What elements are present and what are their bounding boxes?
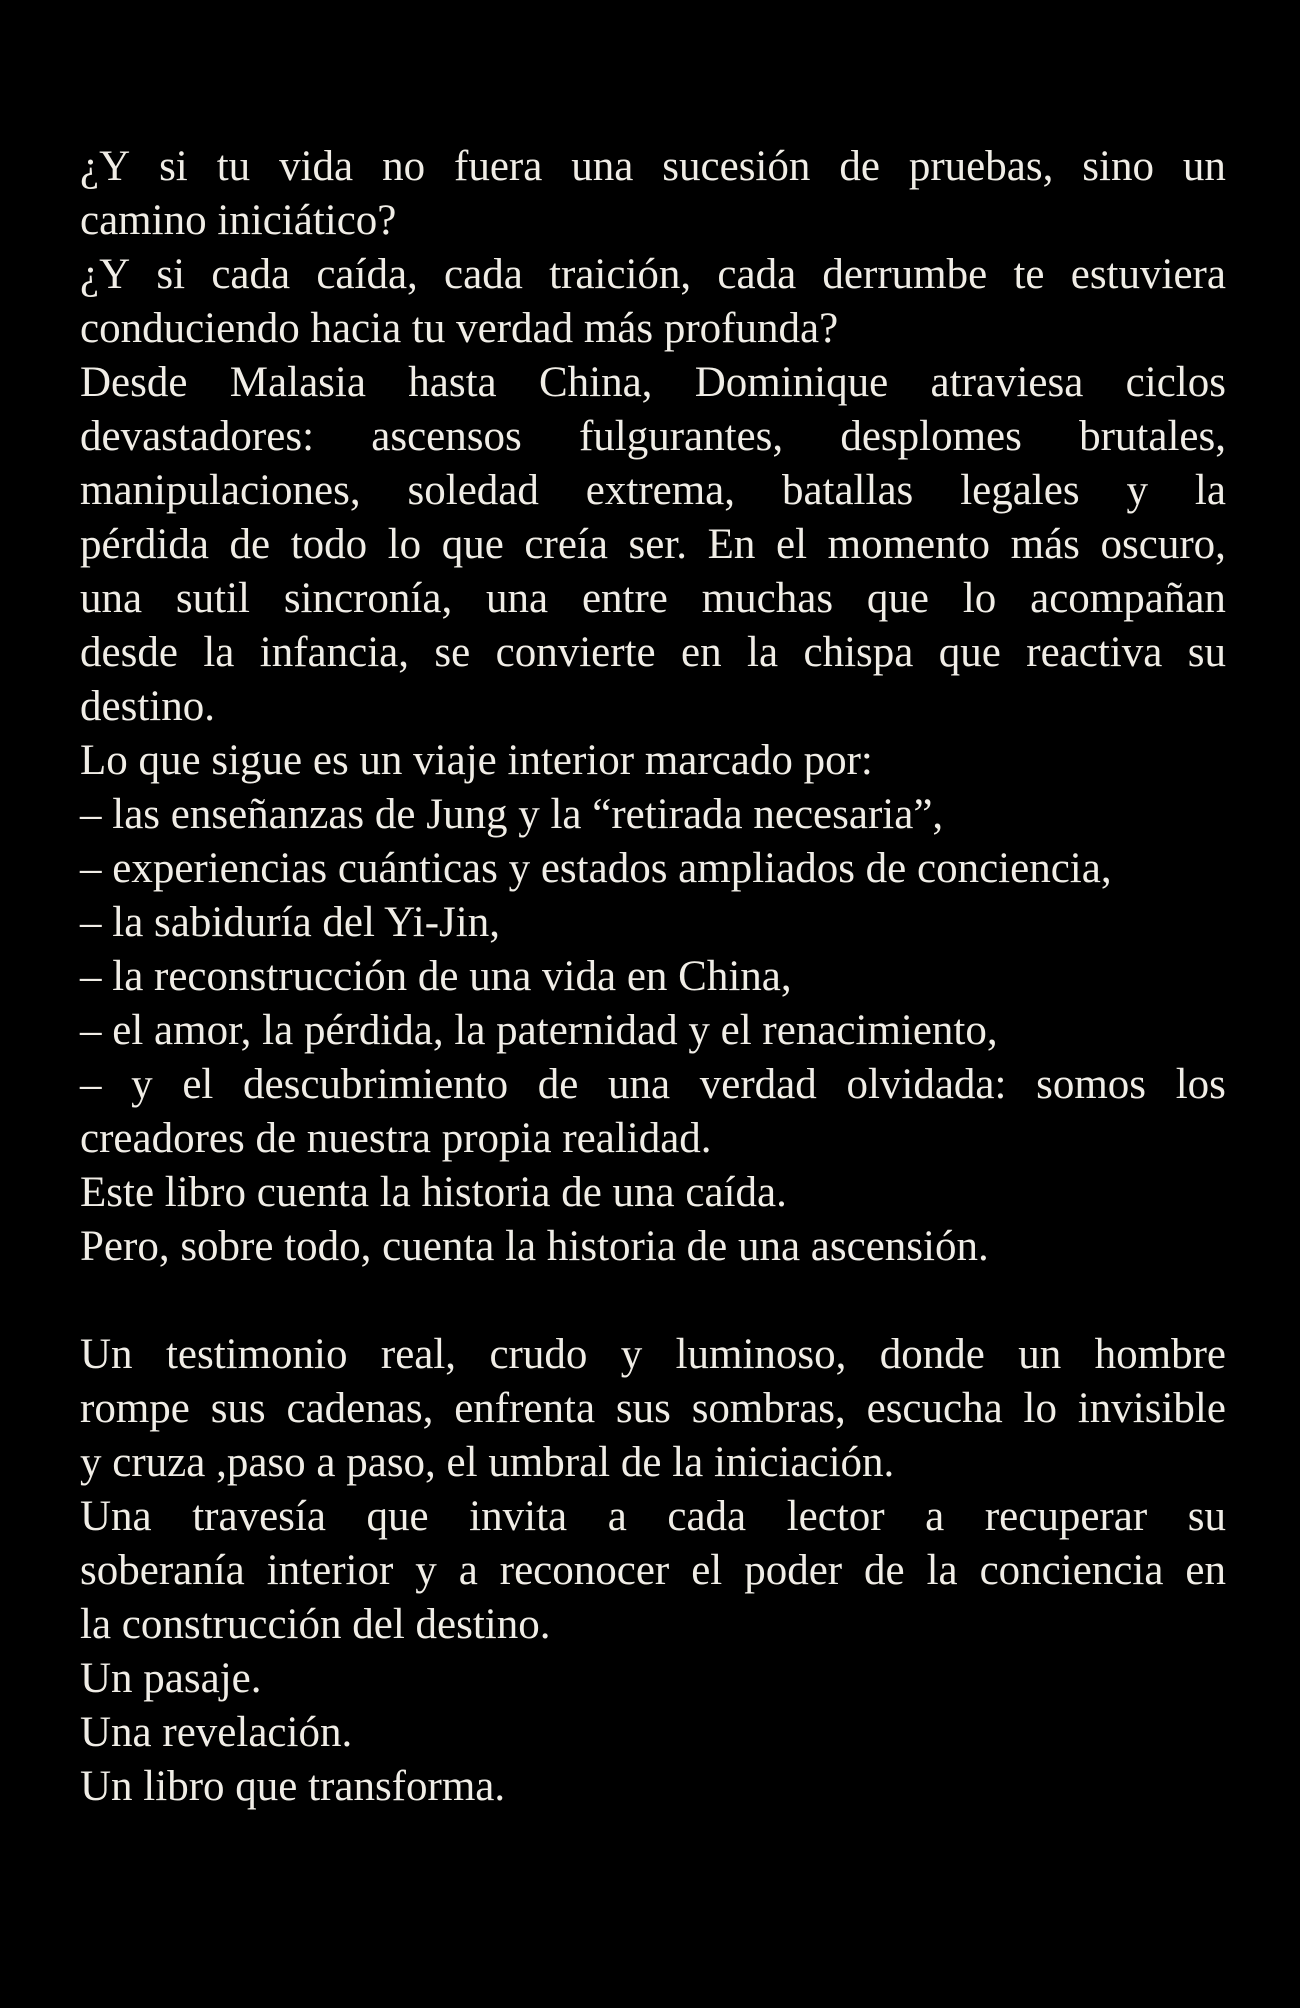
word: acompañan: [1030, 575, 1226, 622]
word: Un: [80, 1331, 133, 1378]
word: ascensos: [371, 413, 522, 460]
text-line: Un pasaje.: [80, 1655, 262, 1702]
word: a: [925, 1493, 945, 1540]
text-line: y cruza ,paso a paso, el umbral de la iniciación.: [80, 1439, 895, 1486]
word: lo: [387, 521, 422, 568]
book-back-cover-text: [80, 140, 1226, 1814]
paragraph: [80, 248, 1226, 356]
word: en: [681, 629, 722, 676]
word: ser.: [628, 521, 688, 568]
paragraph: [80, 1004, 1226, 1058]
word: testimonio: [165, 1331, 348, 1378]
text-line: – experiencias cuánticas y estados ampliados de conciencia,: [80, 845, 1112, 892]
word: cada: [211, 251, 291, 298]
word: el: [776, 521, 808, 568]
word: fuera: [454, 143, 543, 190]
word: una: [608, 1061, 671, 1108]
word: derrumbe: [822, 251, 988, 298]
word: sus: [210, 1385, 266, 1432]
word: de: [864, 1547, 905, 1594]
word: extrema,: [585, 467, 736, 514]
paragraph: [80, 842, 1226, 896]
word: en: [1185, 1547, 1226, 1594]
word: luminoso,: [675, 1331, 847, 1378]
word: traición,: [549, 251, 692, 298]
word: se: [434, 629, 471, 676]
word: a: [607, 1493, 627, 1540]
paragraph: [80, 1166, 1226, 1220]
word: más: [1010, 521, 1080, 568]
word: escucha: [866, 1385, 1003, 1432]
word: brutales,: [1079, 413, 1226, 460]
text-line: [80, 356, 1226, 410]
blank-line: [80, 1274, 1226, 1328]
word: cada: [667, 1493, 747, 1540]
word: el: [182, 1061, 214, 1108]
paragraph: [80, 1760, 1226, 1814]
word: si: [159, 143, 188, 190]
text-line: [80, 410, 1226, 464]
word: si: [156, 251, 186, 298]
word: un: [1182, 143, 1226, 190]
word: la: [1194, 467, 1226, 514]
word: desplomes: [840, 413, 1022, 460]
word: su: [1187, 629, 1226, 676]
word: de: [229, 521, 271, 568]
word: entre: [581, 575, 668, 622]
word: sus: [615, 1385, 671, 1432]
text-line: Un libro que transforma.: [80, 1763, 506, 1810]
text-line: [80, 626, 1226, 680]
word: de: [537, 1061, 579, 1108]
word: real,: [380, 1331, 457, 1378]
text-line: – la reconstrucción de una vida en China,: [80, 953, 792, 1000]
word: que: [866, 575, 929, 622]
word: tu: [216, 143, 251, 190]
word: China,: [538, 359, 653, 406]
word: sincronía,: [283, 575, 453, 622]
word: una: [486, 575, 549, 622]
paragraph: [80, 788, 1226, 842]
word: creía: [524, 521, 608, 568]
paragraph: [80, 1220, 1226, 1274]
word: te: [1013, 251, 1045, 298]
word: desde: [80, 629, 178, 676]
word: verdad: [699, 1061, 817, 1108]
text-line: [80, 1382, 1226, 1436]
word: Dominique: [694, 359, 889, 406]
word: a: [458, 1547, 478, 1594]
word: pruebas,: [908, 143, 1054, 190]
word: crudo: [489, 1331, 588, 1378]
text-line: [80, 464, 1226, 518]
word: lector: [786, 1493, 885, 1540]
word: infancia,: [259, 629, 409, 676]
text-line: [80, 1058, 1226, 1112]
word: lo: [962, 575, 997, 622]
paragraph: [80, 1058, 1226, 1166]
word: batallas: [781, 467, 914, 514]
word: un: [1018, 1331, 1062, 1378]
paragraph: [80, 1328, 1226, 1490]
word: travesía: [192, 1493, 326, 1540]
word: caída,: [316, 251, 418, 298]
text-line: [80, 140, 1226, 194]
word: devastadores:: [80, 413, 315, 460]
text-line: [80, 1490, 1226, 1544]
word: ciclos: [1125, 359, 1226, 406]
text-line: – la sabiduría del Yi-Jin,: [80, 899, 500, 946]
word: invisible: [1077, 1385, 1226, 1432]
text-line: Este libro cuenta la historia de una caída.: [80, 1169, 787, 1216]
word: cada: [444, 251, 523, 298]
word: y: [620, 1331, 643, 1378]
word: cada: [717, 251, 797, 298]
word: En: [707, 521, 756, 568]
word: olvidada:: [846, 1061, 1007, 1108]
text-line: creadores de nuestra propia realidad.: [80, 1115, 712, 1162]
word: fulgurantes,: [578, 413, 784, 460]
text-line: la construcción del destino.: [80, 1601, 551, 1648]
text-line: [80, 248, 1226, 302]
word: Desde: [80, 359, 188, 406]
text-line: [80, 1544, 1226, 1598]
word: somos: [1036, 1061, 1147, 1108]
paragraph: [80, 734, 1226, 788]
word: lo: [1023, 1385, 1057, 1432]
word: la: [926, 1547, 958, 1594]
word: oscuro,: [1100, 521, 1226, 568]
word: sino: [1082, 143, 1154, 190]
word: los: [1175, 1061, 1226, 1108]
word: muchas: [701, 575, 834, 622]
paragraph: [80, 356, 1226, 734]
word: estuviera: [1070, 251, 1226, 298]
paragraph: [80, 950, 1226, 1004]
text-line: Una revelación.: [80, 1709, 353, 1756]
word: –: [80, 1061, 102, 1108]
word: que: [441, 521, 504, 568]
word: conciencia: [979, 1547, 1164, 1594]
word: de: [839, 143, 880, 190]
word: soberanía: [80, 1547, 245, 1594]
word: ¿Y: [80, 251, 131, 298]
word: no: [382, 143, 426, 190]
word: interior: [266, 1547, 394, 1594]
word: sucesión: [662, 143, 811, 190]
text-line: – el amor, la pérdida, la paternidad y el renacimiento,: [80, 1007, 998, 1054]
word: reactiva: [1026, 629, 1163, 676]
word: manipulaciones,: [80, 467, 361, 514]
text-line: [80, 1328, 1226, 1382]
word: momento: [827, 521, 991, 568]
word: sombras,: [691, 1385, 846, 1432]
word: todo: [290, 521, 368, 568]
text-line: camino iniciático?: [80, 197, 397, 244]
word: descubrimiento: [243, 1061, 509, 1108]
paragraph: [80, 140, 1226, 248]
word: ¿Y: [80, 143, 131, 190]
text-line: [80, 518, 1226, 572]
word: hombre: [1094, 1331, 1226, 1378]
word: y: [131, 1061, 153, 1108]
text-line: conduciendo hacia tu verdad más profunda?: [80, 305, 839, 352]
word: invita: [469, 1493, 568, 1540]
word: recuperar: [984, 1493, 1148, 1540]
word: el: [691, 1547, 723, 1594]
text-line: Pero, sobre todo, cuenta la historia de una ascensión.: [80, 1223, 989, 1270]
word: convierte: [495, 629, 656, 676]
paragraph: [80, 896, 1226, 950]
word: pérdida: [80, 521, 209, 568]
word: y: [415, 1547, 437, 1594]
word: reconocer: [499, 1547, 670, 1594]
word: sutil: [175, 575, 250, 622]
word: hasta: [408, 359, 497, 406]
word: que: [366, 1493, 429, 1540]
word: Una: [80, 1493, 152, 1540]
paragraph: [80, 1706, 1226, 1760]
word: que: [938, 629, 1001, 676]
word: donde: [879, 1331, 985, 1378]
word: la: [203, 629, 235, 676]
word: la: [747, 629, 779, 676]
word: poder: [744, 1547, 843, 1594]
text-line: Lo que sigue es un viaje interior marcado por:: [80, 737, 873, 784]
word: rompe: [80, 1385, 190, 1432]
word: enfrenta: [454, 1385, 596, 1432]
word: cadenas,: [286, 1385, 434, 1432]
word: Malasia: [229, 359, 366, 406]
word: una: [571, 143, 634, 190]
word: chispa: [803, 629, 914, 676]
word: una: [80, 575, 143, 622]
word: su: [1187, 1493, 1226, 1540]
word: vida: [279, 143, 354, 190]
word: legales: [960, 467, 1080, 514]
word: y: [1126, 467, 1148, 514]
word: soledad: [407, 467, 539, 514]
text-line: [80, 572, 1226, 626]
text-line: – las enseñanzas de Jung y la “retirada necesaria”,: [80, 791, 944, 838]
text-line: destino.: [80, 683, 215, 730]
paragraph: [80, 1490, 1226, 1652]
word: atraviesa: [930, 359, 1084, 406]
paragraph: [80, 1652, 1226, 1706]
